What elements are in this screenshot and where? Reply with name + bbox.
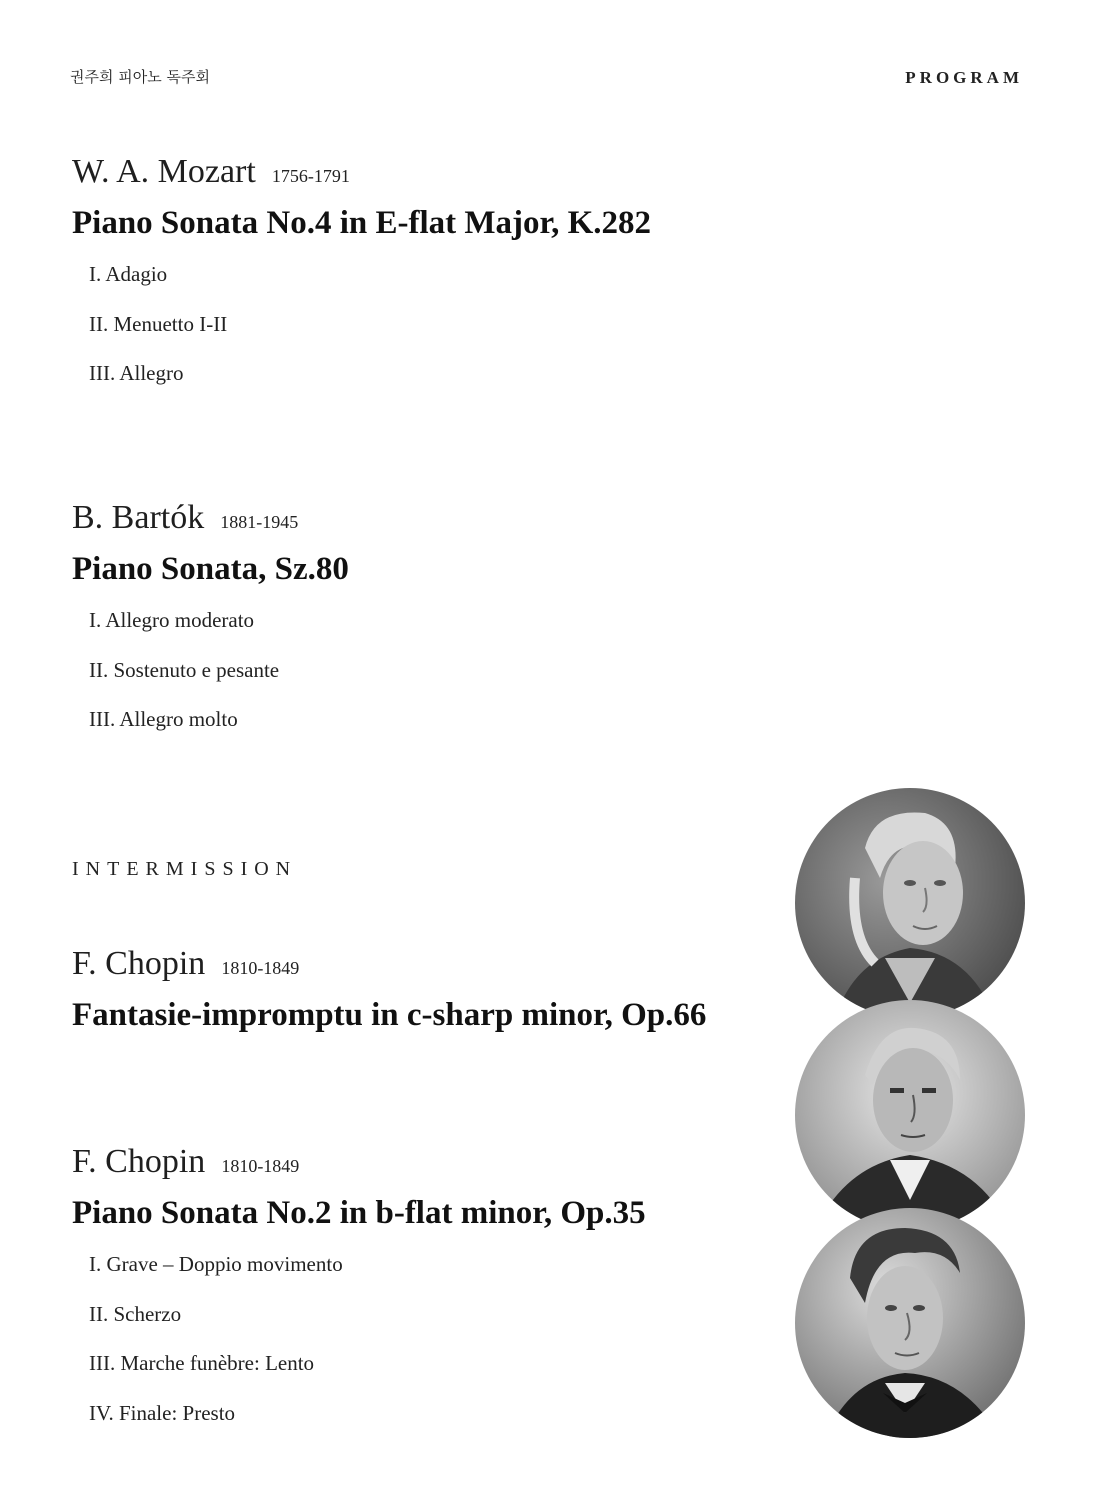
composer-dates: 1756-1791 (271, 166, 350, 186)
movement: III. Allegro (89, 361, 184, 386)
program-item-chopin-fantasie (72, 945, 706, 1039)
movement: III. Marche funèbre: Lento (89, 1351, 315, 1376)
movement-list (89, 259, 651, 408)
program-item-chopin-sonata (72, 1143, 646, 1448)
program-item-bartok (72, 499, 349, 754)
movement: III. Allegro molto (89, 707, 238, 732)
movement: II. Scherzo (89, 1301, 182, 1326)
movement: IV. Finale: Presto (89, 1401, 236, 1426)
movement-list (89, 1249, 646, 1448)
composer-line (72, 945, 706, 991)
composer-name: W. A. Mozart (72, 153, 256, 190)
intermission-label: INTERMISSION (72, 858, 298, 880)
movement: II. Menuetto I-II (89, 311, 228, 336)
composer-name: F. Chopin (72, 945, 206, 982)
bartok-portrait (795, 1000, 1025, 1230)
chopin-portrait (795, 1208, 1025, 1438)
program-item-mozart (72, 153, 651, 408)
composer-name: F. Chopin (72, 1143, 206, 1180)
work-title: Piano Sonata, Sz.80 (72, 551, 349, 587)
movement: II. Sostenuto e pesante (89, 657, 280, 682)
mozart-portrait (795, 788, 1025, 1018)
section-label: PROGRAM (905, 68, 1023, 87)
work-title: Piano Sonata No.4 in E-flat Major, K.282 (72, 205, 652, 241)
work-title: Piano Sonata No.2 in b-flat minor, Op.35 (72, 1195, 646, 1231)
movement: I. Grave – Doppio movimento (89, 1252, 343, 1276)
composer-dates: 1810-1849 (221, 1156, 300, 1176)
movement: I. Adagio (89, 262, 168, 286)
movement-list (89, 605, 349, 754)
composer-line (72, 153, 651, 199)
composer-line (72, 1143, 646, 1189)
composer-name: B. Bartók (72, 499, 205, 536)
composer-dates: 1881-1945 (220, 512, 299, 532)
composer-line (72, 499, 349, 545)
work-title: Fantasie-impromptu in c-sharp minor, Op.66 (72, 997, 707, 1033)
movement: I. Allegro moderato (89, 608, 255, 632)
composer-portraits (795, 788, 1027, 1438)
concert-title: 권주희 피아노 독주회 (70, 68, 210, 86)
composer-dates: 1810-1849 (221, 958, 300, 978)
